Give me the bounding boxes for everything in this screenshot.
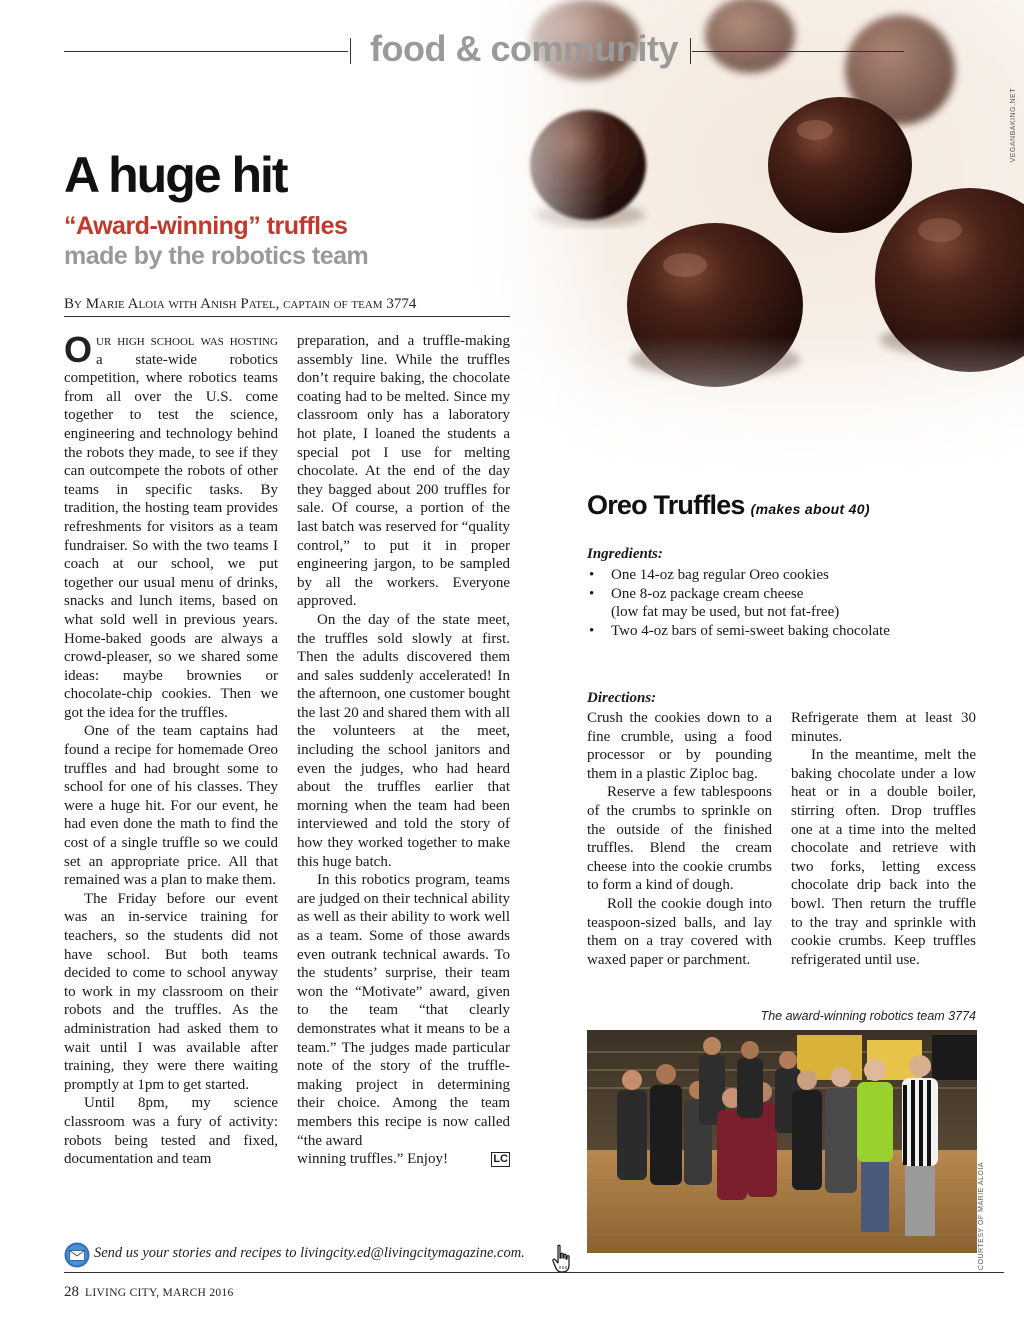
- direction-step: Reserve a few tablespoons of the crumbs to sprinkle on the outside of the finished truffles. Blend the cream cheese into the cookie crumbs to form a kind of dough.: [587, 784, 772, 894]
- directions-heading: Directions:: [587, 690, 657, 706]
- photo-credit-side: COURTESY OF MARIE ALOIA: [978, 1162, 985, 1271]
- directions-column-1: [587, 709, 772, 969]
- article-column-2: [297, 332, 510, 1169]
- ingredient-item: • One 8-oz package cream cheese (low fat may be used, but not fat-free): [589, 585, 840, 621]
- ingredient-item: • One 14-oz bag regular Oreo cookies: [589, 567, 829, 583]
- header-rule-left: [64, 51, 348, 52]
- team-photo: [587, 1030, 977, 1253]
- header-tick-left: [350, 38, 351, 64]
- article-column-1: [64, 329, 278, 1169]
- photo-caption: The award-winning robotics team 3774: [760, 1009, 976, 1023]
- ingredient-item: • Two 4-oz bars of semi-sweet baking chocolate: [589, 622, 890, 639]
- magazine-issue: LIVING CITY, MARCH 2016: [85, 1287, 234, 1299]
- headline: A huge hit: [64, 147, 287, 203]
- lead-in: ur high school was hosting: [96, 333, 278, 349]
- section-title: food & community: [370, 28, 678, 69]
- envelope-icon[interactable]: [64, 1242, 90, 1268]
- direction-step: Crush the cookies down to a fine crumble, using a food processor or by pounding them in a plastic Ziploc bag.: [587, 710, 772, 782]
- direction-step: Roll the cookie dough into teaspoon-sized balls, and lay them on a tray covered with waxed paper or parchment.: [587, 895, 772, 968]
- article-paragraph: One of the team captains had found a recipe for homemade Oreo truffles and had brought some to school for one of his classes. They were a huge hit. For our event, he had even done the math to find the cost of a single truffle so we could set an appropriate price. All that remained was a plan to make them.: [64, 723, 278, 889]
- direction-step: Refrigerate them at least 30 minutes.: [791, 710, 976, 745]
- byline: By Marie Aloia with Anish Patel, captain of team 3774: [64, 296, 417, 312]
- article-paragraph: In this robotics program, teams are judged on their technical ability as well as their ability to work well as a team. Some of those awards even outrank technical awards. To the students’ surprise, their team won the “Motivate” award, given to the team “that clearly demonstrates what it means to be a team.” The judges made particular note of the story of the truffle-making project in determining their choice. Among the team members this recipe is now called “the award: [297, 872, 510, 1149]
- recipe-title: Oreo Truffles (makes about 40): [587, 490, 870, 520]
- header-tick-right: [690, 38, 691, 64]
- drop-cap: O: [64, 329, 93, 370]
- subhead-1: “Award-winning” truffles: [64, 212, 348, 240]
- directions-column-2: [791, 709, 976, 969]
- subhead-2: made by the robotics team: [64, 242, 369, 270]
- article-paragraph: The Friday before our event was an in-service training for teachers, so the students did not have school. But both teams decided to come to school anyway to work in my classroom on their robots and the truffles. As the administration had asked them to wait until I was available after training, they were there waiting promptly at 1pm to get started.: [64, 890, 278, 1093]
- article-paragraph: preparation, and a truffle-making assembly line. While the truffles don’t require baking, the chocolate coating had to be melted. Since my classroom only has a laboratory hot plate, I loaned the students a special pot I use for melting chocolate. At the end of the day they bagged about 200 truffles for sale. Of course, a portion of the last batch was reserved for “quality control,” to put it in proper engineering jargon, to be sampled by all the workers. Everyone approved.: [297, 333, 510, 610]
- page-number: 28: [64, 1284, 79, 1300]
- ingredients-heading: Ingredients:: [587, 546, 663, 562]
- recipe-yield: (makes about 40): [750, 501, 870, 517]
- truffles-photo: [470, 0, 1024, 480]
- byline-rule: [64, 316, 510, 317]
- ingredients-list: [587, 566, 977, 640]
- footer-rule: [64, 1272, 1004, 1273]
- photo-credit-top: VEGANBAKING.NET: [1010, 88, 1017, 163]
- article-paragraph: On the day of the state meet, the truffles sold slowly at first. Then the adults discovered them and sales suddenly accelerated! In the afternoon, one customer bought the last 20 and shared them with all the volunteers at the meet, including the school janitors and even the judges, who had heard about the truffles earlier that morning when the team had been interviewed and told the story of how they worked together to make this huge batch.: [297, 611, 510, 870]
- article-paragraph: Our high school was hosting a state-wide robotics competition, where robotics teams from all over the U.S. come together to test the science, engineering and technology behind the robots they made, to see if they can outcompete the robots of other teams in specific tasks. By tradition, the hosting team provides refreshments for visitors as a team fundraiser. So with the two teams I coach at our school, we put together our usual menu of drinks, snacks and lunch items, based on what sold well in previous years. Home-baked goods are always a crowd-pleaser, so we shared some ideas: maybe brownies or chocolate-chip cookies. Then we got the idea for the truffles.: [64, 329, 278, 721]
- send-stories-link[interactable]: Send us your stories and recipes to livingcity.ed@livingcitymagazine.com.: [94, 1245, 525, 1261]
- lc-end-mark-icon: LC: [493, 1152, 508, 1165]
- direction-step: In the meantime, melt the baking chocolate under a low heat or in a double boiler, stirring often. Drop truffles one at a time into the melted chocolate and retrieve with two forks, letting excess chocolate drip back into the bowl. Then return the truffle to the tray and sprinkle with cookie crumbs. Keep truffles refrigerated until use.: [791, 747, 976, 968]
- article-paragraph: Until 8pm, my science classroom was a fury of activity: robots being tested and fixed, documentation and team: [64, 1095, 278, 1168]
- folio: [64, 1284, 234, 1301]
- ingredient-note: (low fat may be used, but not fat-free): [611, 604, 840, 621]
- article-closing-line: winning truffles.” Enjoy! LC: [297, 1151, 508, 1168]
- header-rule-right: [692, 51, 904, 52]
